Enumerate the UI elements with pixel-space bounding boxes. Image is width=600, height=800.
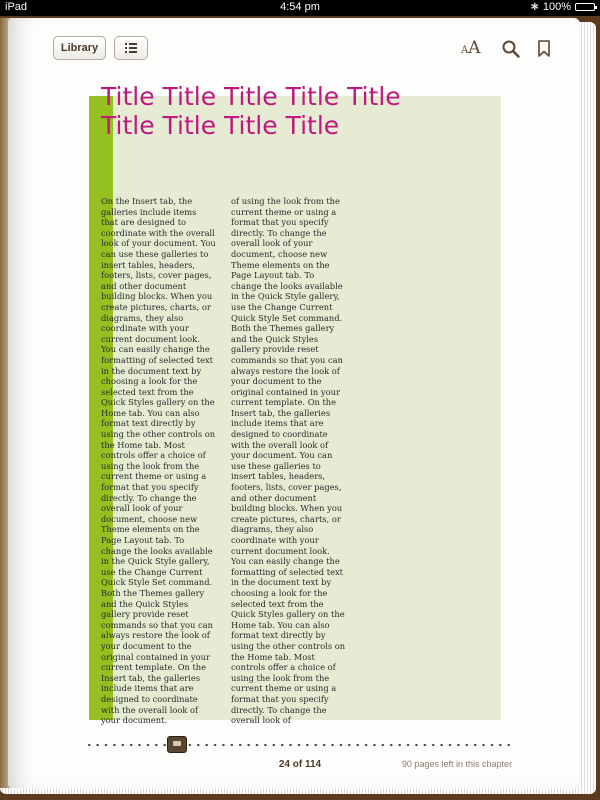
font-small-glyph: A (461, 45, 469, 56)
scrubber-thumb[interactable] (167, 736, 187, 753)
page-indicator: 24 of 114 (278, 759, 322, 770)
table-of-contents-button[interactable] (114, 36, 148, 60)
body-column-right: of using the look from the current theme or using a format that you specify directly. To change the overall look of your document, choose new Theme elements on the Page Layout tab. To change the looks available in the Quick Style gallery, use the Change Current Quick Style Set command. Both the Themes gallery and the Quick Styles gallery provide reset commands so that you can always restore the look of your document to the original contained in your current template. On the Insert tab, the galleries include items that are designed to coordinate with the overall look of your document. You can use these galleries to insert tables, headers, footers, lists, cover pages, and other document building blocks. When you create pictures, charts, or diagrams, they also coordinate with your current document look. You can easily change the formatting of selected text in the document text by choosing a look for the selected text from the Quick Styles gallery on the Home tab. You can also format text directly by using the other controls on the Home tab. Most controls offer a choice of using the look from the current theme or using a format that you specify directly. To change the overall look of (231, 196, 346, 726)
status-bar (0, 0, 600, 16)
font-size-icon[interactable] (461, 38, 481, 58)
bookmark-icon[interactable] (538, 40, 550, 57)
font-big-glyph: A (468, 38, 481, 58)
pages-left-label: 90 pages left in this chapter (401, 759, 512, 769)
status-right (530, 1, 595, 13)
document-title: Title Title Title Title Title Title Title Title Title (101, 82, 401, 140)
section-kicker: TITLE (101, 60, 139, 69)
page-scrubber[interactable] (85, 743, 515, 747)
bluetooth-icon: ✱ (530, 1, 539, 13)
library-button[interactable]: Library (53, 36, 106, 60)
list-icon (125, 43, 137, 53)
clock: 4:54 pm (280, 1, 320, 13)
body-column-left: On the Insert tab, the galleries include items that are designed to coordinate with the overall look of your document. You can use these galleries to insert tables, headers, footers, lists, cover pages, and other document building blocks. When you create pictures, charts, or diagrams, they also coordinate with your current document look. You can easily change the formatting of selected text in the document text by choosing a look for the selected text from the Quick Styles gallery on the Home tab. You can also format text directly by using the other controls on the Home tab. Most controls offer a choice of using the look from the current theme or using a format that you specify directly. To change the overall look of your document, choose new Theme elements on the Page Layout tab. To change the looks available in the Quick Style gallery, use the Change Current Quick Style Set command. Both the Themes gallery and the Quick Styles gallery provide reset commands so that you can always restore the look of your document to the original contained in your current template. On the Insert tab, the galleries include items that are designed to coordinate with the overall look of your document. (101, 196, 216, 726)
battery-icon (575, 3, 595, 11)
battery-percent: 100% (542, 1, 571, 13)
search-icon[interactable] (502, 40, 520, 58)
device-name: iPad (5, 1, 28, 13)
